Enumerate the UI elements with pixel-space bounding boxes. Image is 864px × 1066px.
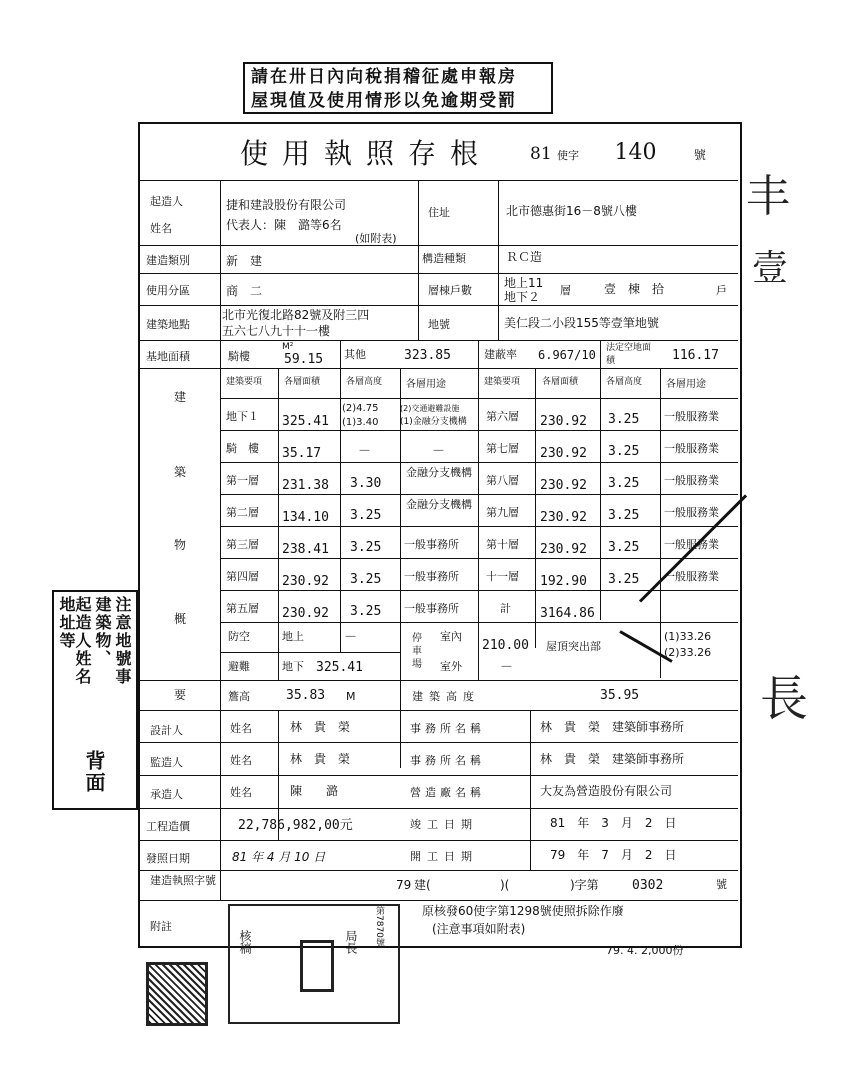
parking-outdoor-label: 室外 (440, 660, 462, 673)
roof-value-2: (2)33.26 (664, 646, 712, 659)
permit-number (530, 140, 706, 165)
coverage-value: 6.967/10 (538, 348, 596, 362)
legal-open-label: 法定空地面積 (606, 343, 652, 366)
floor-height: 3.25 (608, 444, 640, 459)
floor-height: 3.25 (350, 604, 382, 619)
floor-area: 230.92 (540, 510, 587, 525)
supervisor-label: 監造人 (150, 756, 183, 769)
official-seal-small (300, 940, 334, 992)
floor-name: 第七層 (486, 442, 519, 455)
address-label: 住址 (428, 206, 450, 219)
summary-label-1: 建 (174, 390, 187, 404)
floor-name: 第十層 (486, 538, 519, 551)
floor-use: － (432, 444, 446, 459)
floor-use: 一般服務業 (664, 538, 719, 551)
supervisor-name-label: 姓名 (230, 754, 252, 767)
parking-label: 停車場 (412, 633, 422, 670)
floor-area: 35.17 (282, 446, 322, 461)
permit-w2: )( (500, 878, 510, 892)
floor-name: 第三層 (226, 538, 259, 551)
eave-height-value: 35.83 (286, 688, 326, 703)
other-label: 其他 (344, 348, 366, 361)
contractor-firm-label: 營造廠名稱 (410, 786, 485, 799)
shelter-above-value: － (344, 630, 358, 645)
floor-use: 一般服務業 (664, 570, 719, 583)
owner-address: 北市德惠街16－8號八樓 (506, 204, 637, 218)
floor-area: 230.92 (282, 574, 329, 589)
floor-area: 325.41 (282, 414, 329, 429)
supervisor-name: 林 貴 榮 (290, 752, 351, 766)
supervisor-office-label: 事務所名稱 (410, 754, 485, 767)
start-date: 79 年 7 月 2 日 (550, 848, 677, 862)
designer-office-label: 事務所名稱 (410, 722, 485, 735)
owner-note: (如附表) (355, 232, 397, 245)
zone-label: 使用分區 (146, 284, 190, 297)
remarks-line-1: 原核發60使字第1298號使照拆除作廢 (422, 904, 624, 918)
permit-prefix: 79 (396, 878, 412, 892)
side-note-col-4: 地址等 (57, 596, 76, 650)
zone-value: 商 二 (226, 284, 263, 298)
floor-name: 第五層 (226, 602, 259, 615)
floor-use: 一般事務所 (404, 570, 459, 583)
side-note-col-1: 注意地號事 (113, 596, 132, 686)
floor-height: 3.25 (608, 476, 640, 491)
hdr-use-left: 各層用途 (406, 379, 446, 390)
floor-use: (1)金融分支機構 (400, 417, 467, 427)
floor-use-2: (2)交通避難設施 (400, 404, 460, 413)
site-label: 建築地點 (146, 318, 190, 331)
floor-height: 3.25 (608, 540, 640, 555)
building-height-label: 建築高度 (412, 690, 480, 703)
contractor-name: 陳 潞 (290, 784, 339, 798)
floor-area: 230.92 (540, 446, 587, 461)
owner-name-label: 姓名 (150, 222, 172, 235)
build-permit-label: 建造執照字號 (150, 874, 216, 887)
lot-value: 美仁段二小段155等壹筆地號 (504, 316, 659, 330)
shelter-below-label: 地下 (282, 660, 304, 673)
floor-use: 金融分支機構 (406, 498, 472, 511)
floor-area: 230.92 (540, 478, 587, 493)
legal-open-area: 116.17 (672, 348, 719, 363)
coverage-label: 建蔽率 (484, 348, 517, 361)
floor-height: 3.25 (608, 572, 640, 587)
cost-value: 22,786,982,00元 (238, 818, 353, 833)
shelter-label-1: 防空 (228, 630, 250, 643)
floor-height: 3.25 (608, 508, 640, 523)
parking-outdoor-value: － (500, 660, 514, 675)
notice-line-1: 請在卅日內向稅捐稽征處申報房 (251, 67, 517, 87)
floors-above: 地上11 (504, 276, 544, 290)
owner-rep: 代表人：陳 潞等6名 (226, 218, 342, 232)
parking-indoor-label: 室內 (440, 630, 462, 643)
eave-height-label: 簷高 (228, 690, 250, 703)
shelter-above-label: 地上 (282, 630, 304, 643)
build-type-value: 新 建 (226, 254, 263, 268)
shelter-label-2: 避難 (228, 660, 250, 673)
stamp-text-2: 局長 (344, 930, 358, 954)
floor-unit: 層 (560, 284, 571, 297)
floor-area: 192.90 (540, 574, 587, 589)
floor-name: 第六層 (486, 410, 519, 423)
site-area-label: 基地面積 (146, 350, 190, 363)
floor-height: 3.30 (350, 476, 382, 491)
hdr-item-left: 建築要項 (226, 377, 263, 387)
floor-name: 第九層 (486, 506, 519, 519)
floor-area: 230.92 (540, 542, 587, 557)
form-title: 使用執照存根 (240, 137, 493, 170)
owner-label: 起造人 (150, 195, 183, 208)
floor-name: 地下１ (226, 410, 259, 423)
floor-name: 第二層 (226, 506, 259, 519)
floor-name: 騎 樓 (226, 442, 259, 455)
completion-date: 81 年 3 月 2 日 (550, 816, 677, 830)
floor-use: 一般事務所 (404, 602, 459, 615)
notice-line-2: 屋現值及使用情形以免逾期受罰 (251, 91, 517, 111)
summary-label-4: 概 (174, 612, 187, 626)
arcade-area: 59.15 (284, 352, 324, 367)
tax-notice-box (243, 62, 553, 114)
floor-name: 第一層 (226, 474, 259, 487)
supervisor-office: 林 貴 榮 建築師事務所 (540, 752, 685, 766)
floor-area: 230.92 (540, 414, 587, 429)
summary-label-5: 要 (174, 688, 187, 702)
lot-label: 地號 (428, 318, 450, 331)
shelter-below-value: 325.41 (316, 660, 363, 675)
completion-date-label: 竣工日期 (410, 818, 478, 831)
floor-total-label: 計 (500, 602, 511, 615)
contractor-firm: 大友為營造股份有限公司 (540, 784, 673, 798)
floor-height: 3.25 (350, 508, 382, 523)
floor-height: － (358, 444, 372, 459)
designer-office: 林 貴 榮 建築師事務所 (540, 720, 685, 734)
floor-name: 十一層 (486, 570, 519, 583)
building-count: 壹 棟 拾 (604, 282, 665, 296)
m2-unit: M² (282, 342, 294, 352)
owner-name: 捷和建設股份有限公司 (226, 198, 347, 212)
roof-label: 屋頂突出部 (546, 640, 601, 653)
floor-use: 一般服務業 (664, 474, 719, 487)
cost-label: 工程造價 (146, 820, 190, 833)
building-height-value: 35.95 (600, 688, 640, 703)
remarks-label: 附註 (150, 920, 172, 933)
print-run: 79. 4. 2,000份 (606, 944, 684, 957)
hdr-item-right: 建築要項 (484, 377, 521, 387)
seal-stamp-icon (146, 962, 208, 1026)
permit-build-number: 0302 (632, 878, 664, 893)
permit-w1: 建( (414, 878, 431, 892)
floor-height: (1)3.40 (342, 417, 379, 428)
floor-height: 3.25 (350, 572, 382, 587)
stamp-text-3: 第7870號 (374, 906, 384, 947)
side-note-col-3: 起造人姓名 (73, 596, 92, 686)
site-address: 北市光復北路82號及附三四 (222, 308, 370, 322)
permit-build-suffix: 號 (716, 878, 727, 891)
hdr-use-right: 各層用途 (666, 379, 706, 390)
margin-scribble-icon: 長 (760, 671, 809, 727)
remarks-line-2: (注意事項如附表) (432, 922, 526, 936)
floor-height: 3.25 (350, 540, 382, 555)
designer-label: 設計人 (150, 724, 183, 737)
floor-area: 238.41 (282, 542, 329, 557)
roof-value-1: (1)33.26 (664, 630, 712, 643)
floor-height-2: (2)4.75 (342, 403, 379, 414)
hdr-height-left: 各層高度 (346, 377, 383, 387)
margin-scribble-icon: 壹 (752, 248, 789, 289)
floor-area: 134.10 (282, 510, 329, 525)
household-unit: 戶 (716, 284, 727, 297)
floor-total-area: 3164.86 (540, 606, 595, 621)
permit-w3: )字第 (570, 878, 599, 892)
structure-label: 構造種類 (422, 252, 466, 265)
issue-date-label: 發照日期 (146, 852, 190, 865)
issue-date: 81 年 4 月 10 日 (232, 850, 326, 864)
side-note-col-2: 建築物、 (93, 596, 112, 668)
hdr-area-right: 各層面積 (542, 377, 579, 387)
start-date-label: 開工日期 (410, 850, 478, 863)
floor-height: 3.25 (608, 412, 640, 427)
margin-scribble-icon: 丰 (746, 171, 790, 222)
designer-name-label: 姓名 (230, 722, 252, 735)
permit-suffix: 號 (693, 148, 706, 162)
floors-below: 地下２ (504, 290, 541, 304)
floor-use: 金融分支機構 (406, 466, 472, 479)
floor-use: 一般事務所 (404, 538, 459, 551)
side-note-back: 背面 (82, 750, 106, 794)
contractor-name-label: 姓名 (230, 786, 252, 799)
floor-use: 一般服務業 (664, 506, 719, 519)
permit-num: 140 (614, 140, 657, 165)
floor-use: 一般服務業 (664, 442, 719, 455)
hdr-area-left: 各層面積 (284, 377, 321, 387)
hdr-height-right: 各層高度 (606, 377, 643, 387)
parking-indoor-value: 210.00 (482, 638, 529, 653)
permit-year: 81 (530, 144, 552, 164)
floor-area: 230.92 (282, 606, 329, 621)
floor-use: 一般服務業 (664, 410, 719, 423)
permit-word: 使字 (557, 149, 580, 162)
floor-name: 第八層 (486, 474, 519, 487)
summary-label-3: 物 (174, 538, 187, 552)
build-type-label: 建造類別 (146, 254, 190, 267)
arcade-label: 騎樓 (228, 350, 250, 363)
designer-name: 林 貴 榮 (290, 720, 351, 734)
floor-name: 第四層 (226, 570, 259, 583)
structure-value: ＲＣ造 (506, 250, 543, 264)
site-address-2: 五六七八九十十一樓 (222, 324, 331, 338)
eave-height-unit: M (346, 690, 356, 703)
floor-area: 231.38 (282, 478, 329, 493)
summary-label-2: 築 (174, 465, 187, 479)
contractor-label: 承造人 (150, 788, 183, 801)
floors-count-label: 層棟戶數 (428, 284, 472, 297)
other-area: 323.85 (404, 348, 451, 363)
stamp-text-1: 核稿 (238, 930, 252, 954)
